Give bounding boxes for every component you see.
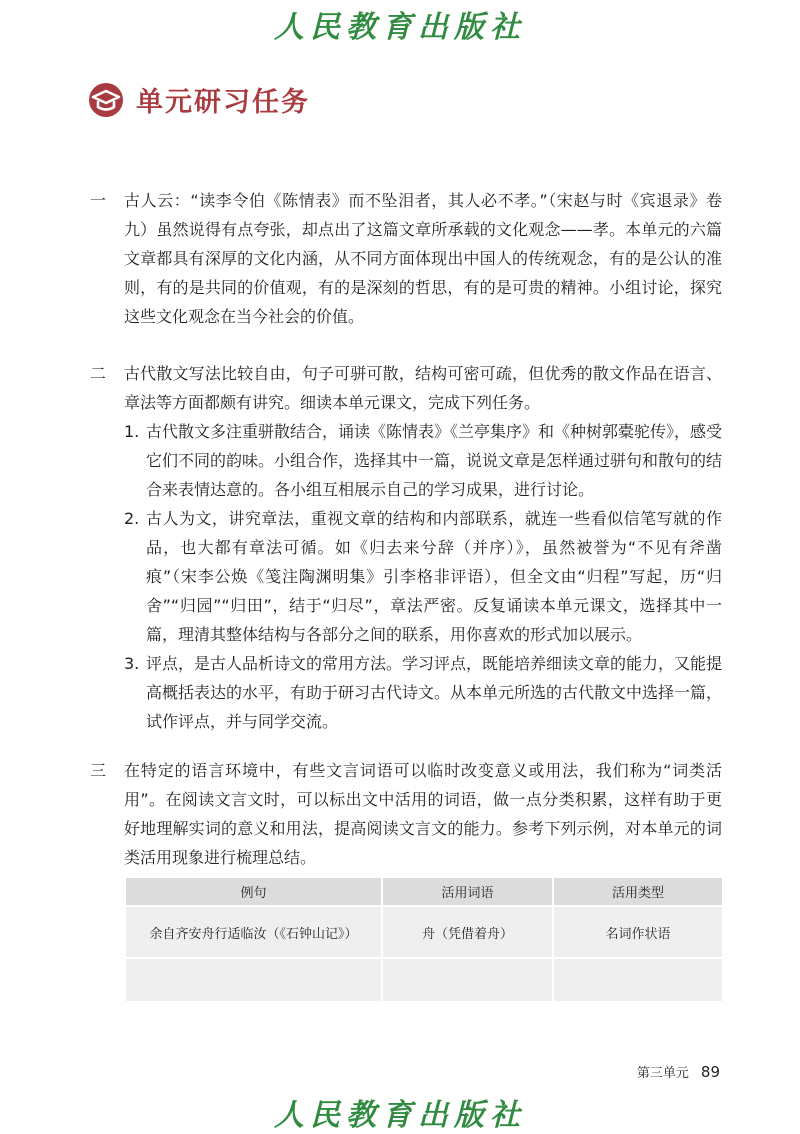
page-number: 89 xyxy=(700,1063,720,1081)
table-cell: 舟（凭借着舟） xyxy=(382,906,553,958)
page-header xyxy=(88,80,310,119)
section-number: 一 xyxy=(90,191,107,210)
table-cell: 余自齐安舟行适临汝（《石钟山记》） xyxy=(125,906,382,958)
task-section-2 xyxy=(90,359,722,736)
table-row xyxy=(125,906,723,958)
page-title: 单元研习任务 xyxy=(136,87,310,118)
sub-task-text: 古人为文，讲究章法，重视文章的结构和内部联系，就连一些看似信笔写就的作品，也大都有章法可循。如《归去来兮辞（并序）》，虽然被誉为“不见有斧凿痕”（宋李公焕《笺注陶渊明集》引李格非评语），但全文由“归程”写起，历“归舍”“归园”“归田”，结于“归尽”，章法严密。反复诵读本单元课文，选择其中一篇，理清其整体结构与各部分之间的联系，用你喜欢的形式加以展示。 xyxy=(146,509,722,644)
sub-task-number: 2. xyxy=(124,509,140,528)
table-header-cell: 活用词语 xyxy=(382,877,553,906)
section-text: 在特定的语言环境中，有些文言词语可以临时改变意义或用法，我们称为“词类活用”。在阅读文言文时，可以标出文中活用的词语，做一点分类积累，这样有助于更好地理解实词的意义和用法，提高阅读文言文的能力。参考下列示例，对本单元的词类活用现象进行梳理总结。 xyxy=(124,761,722,867)
table-header-cell: 例句 xyxy=(125,877,382,906)
unit-label: 第三单元 xyxy=(636,1066,689,1081)
sub-task-3 xyxy=(124,649,722,736)
sub-task-text: 评点，是古人品析诗文的常用方法。学习评点，既能培养细读文章的能力，又能提高概括表达的水平，有助于研习古代诗文。从本单元所选的古代散文中选择一篇，试作评点，并与同学交流。 xyxy=(146,654,723,731)
sub-task-number: 3. xyxy=(124,654,140,673)
sub-task-text: 古代散文多注重骈散结合，诵读《陈情表》《兰亭集序》和《种树郭橐驼传》，感受它们不同的韵味。小组合作，选择其中一篇，说说文章是怎样通过骈句和散句的结合来表情达意的。各小组互相展示自己的学习成果，进行讨论。 xyxy=(146,422,723,499)
table-header-cell: 活用类型 xyxy=(553,877,723,906)
publisher-watermark-bottom: 人民教育出版社 xyxy=(274,1098,526,1133)
graduation-cap-icon xyxy=(88,82,124,118)
table-cell xyxy=(125,958,382,1002)
table-cell: 名词作状语 xyxy=(553,906,723,958)
section-number: 三 xyxy=(90,761,107,780)
word-usage-table xyxy=(124,876,724,1003)
task-section-3 xyxy=(90,756,722,872)
task-section-1 xyxy=(90,186,722,331)
page-footer xyxy=(637,1062,720,1081)
table-header-row xyxy=(125,877,723,906)
table-row xyxy=(125,958,723,1002)
section-number: 二 xyxy=(90,364,107,383)
publisher-watermark-top: 人民教育出版社 xyxy=(274,10,526,45)
section-text: 古代散文写法比较自由，句子可骈可散，结构可密可疏，但优秀的散文作品在语言、章法等方面都颇有讲究。细读本单元课文，完成下列任务。 xyxy=(124,364,722,412)
sub-task-number: 1. xyxy=(124,422,140,441)
table-cell xyxy=(553,958,723,1002)
sub-task-2 xyxy=(124,504,722,649)
table-cell xyxy=(382,958,553,1002)
section-text: 古人云：“读李令伯《陈情表》而不坠泪者，其人必不孝。”（宋赵与时《宾退录》卷九）虽然说得有点夸张，却点出了这篇文章所承载的文化观念——孝。本单元的六篇文章都具有深厚的文化内涵，从不同方面体现出中国人的传统观念，有的是公认的准则，有的是共同的价值观，有的是深刻的哲思，有的是可贵的精神。小组讨论，探究这些文化观念在当今社会的价值。 xyxy=(124,191,722,326)
sub-task-1 xyxy=(124,417,722,504)
